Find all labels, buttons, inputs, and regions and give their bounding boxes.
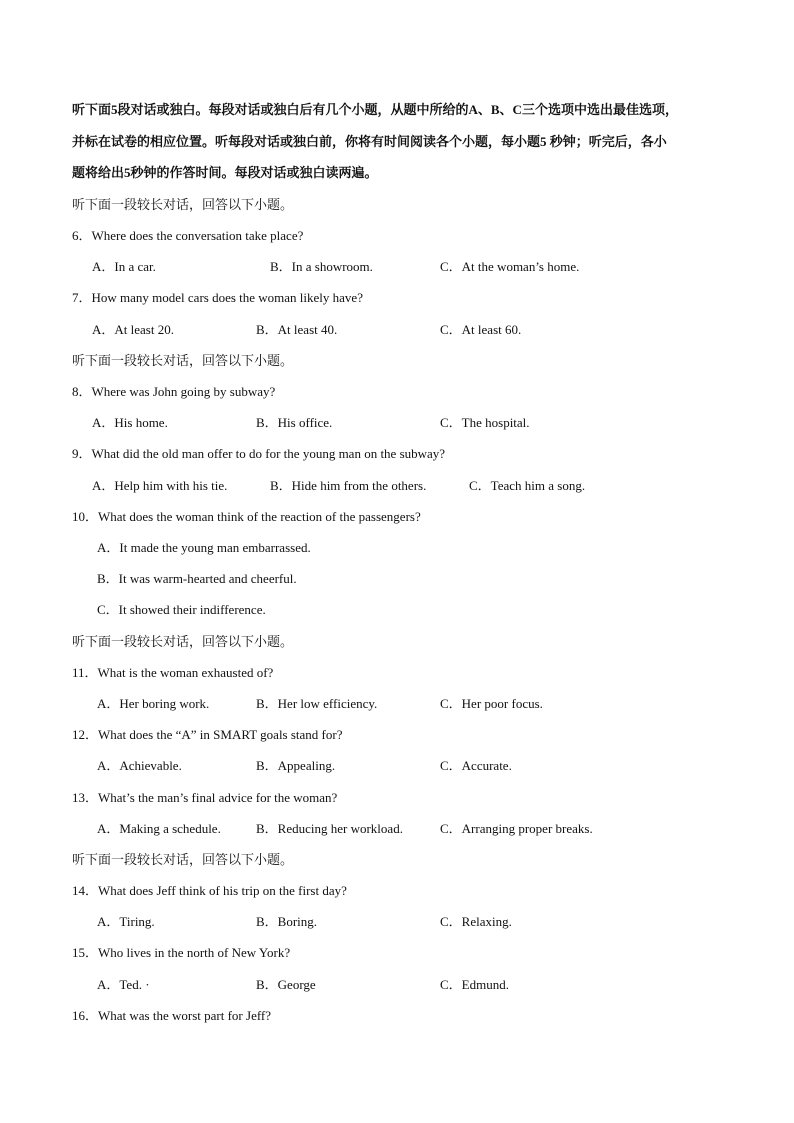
option-c: C．Her poor focus. bbox=[440, 696, 543, 711]
option-a: A．It made the young man embarrassed. bbox=[97, 540, 311, 555]
option-c: C．Relaxing. bbox=[440, 914, 512, 929]
question-stem: 8．Where was John going by subway? bbox=[72, 384, 276, 399]
question-stem: 10．What does the woman think of the reaction of the passengers? bbox=[72, 509, 421, 524]
question-stem: 7．How many model cars does the woman likely have? bbox=[72, 290, 363, 305]
option-c: C．At least 60. bbox=[440, 322, 522, 337]
question-stem: 12．What does the “A” in SMART goals stand for? bbox=[72, 727, 343, 742]
option-b: B．Her low efficiency. bbox=[256, 696, 378, 711]
option-b: B．At least 40. bbox=[256, 322, 338, 337]
section-prompt: 听下面一段较长对话，回答以下小题。 bbox=[72, 852, 294, 867]
option-b: B．Reducing her workload. bbox=[256, 821, 403, 836]
option-b: B．Appealing. bbox=[256, 758, 336, 773]
instructions-line-3: 题将给出5秒钟的作答时间。每段对话或独白读两遍。 bbox=[72, 165, 378, 180]
option-b: B．Boring. bbox=[256, 914, 318, 929]
option-b: B．His office. bbox=[256, 415, 333, 430]
section-prompt: 听下面一段较长对话，回答以下小题。 bbox=[72, 353, 294, 368]
instructions-line-1: 听下面5段对话或独白。每段对话或独白后有几个小题，从题中所给的A、B、C三个选项中选出最佳选项， bbox=[72, 102, 678, 117]
option-a: A．Making a schedule. bbox=[97, 821, 221, 836]
option-a: A．At least 20. bbox=[92, 322, 174, 337]
option-c: C．Edmund. bbox=[440, 977, 509, 992]
option-b: B．Hide him from the others. bbox=[270, 478, 427, 493]
question-stem: 15．Who lives in the north of New York? bbox=[72, 945, 291, 960]
option-a: A．His home. bbox=[92, 415, 168, 430]
option-c: C．The hospital. bbox=[440, 415, 530, 430]
question-stem: 11．What is the woman exhausted of? bbox=[72, 665, 274, 680]
option-b: B．It was warm-hearted and cheerful. bbox=[97, 571, 297, 586]
question-stem: 14．What does Jeff think of his trip on the first day? bbox=[72, 883, 347, 898]
option-a: A．Her boring work. bbox=[97, 696, 210, 711]
option-c: C．At the woman’s home. bbox=[440, 259, 580, 274]
option-b: B．George bbox=[256, 977, 316, 992]
section-prompt: 听下面一段较长对话，回答以下小题。 bbox=[72, 197, 294, 212]
section-prompt: 听下面一段较长对话，回答以下小题。 bbox=[72, 634, 294, 649]
option-c: C．Arranging proper breaks. bbox=[440, 821, 593, 836]
option-c: C．It showed their indifference. bbox=[97, 602, 266, 617]
question-stem: 6．Where does the conversation take place? bbox=[72, 228, 304, 243]
option-c: C．Accurate. bbox=[440, 758, 512, 773]
option-a: A．Tiring. bbox=[97, 914, 155, 929]
option-a: A．Achievable. bbox=[97, 758, 182, 773]
option-c: C．Teach him a song. bbox=[469, 478, 586, 493]
option-b: B．In a showroom. bbox=[270, 259, 373, 274]
option-a: A．Ted. · bbox=[97, 977, 150, 992]
question-stem: 9．What did the old man offer to do for the young man on the subway? bbox=[72, 446, 446, 461]
question-stem: 16．What was the worst part for Jeff? bbox=[72, 1008, 272, 1023]
option-a: A．In a car. bbox=[92, 259, 156, 274]
option-a: A．Help him with his tie. bbox=[92, 478, 228, 493]
instructions-line-2: 并标在试卷的相应位置。听每段对话或独白前，你将有时间阅读各个小题，每小题5 秒钟；听完后，各小 bbox=[72, 134, 667, 149]
question-stem: 13．What’s the man’s final advice for the woman? bbox=[72, 790, 338, 805]
